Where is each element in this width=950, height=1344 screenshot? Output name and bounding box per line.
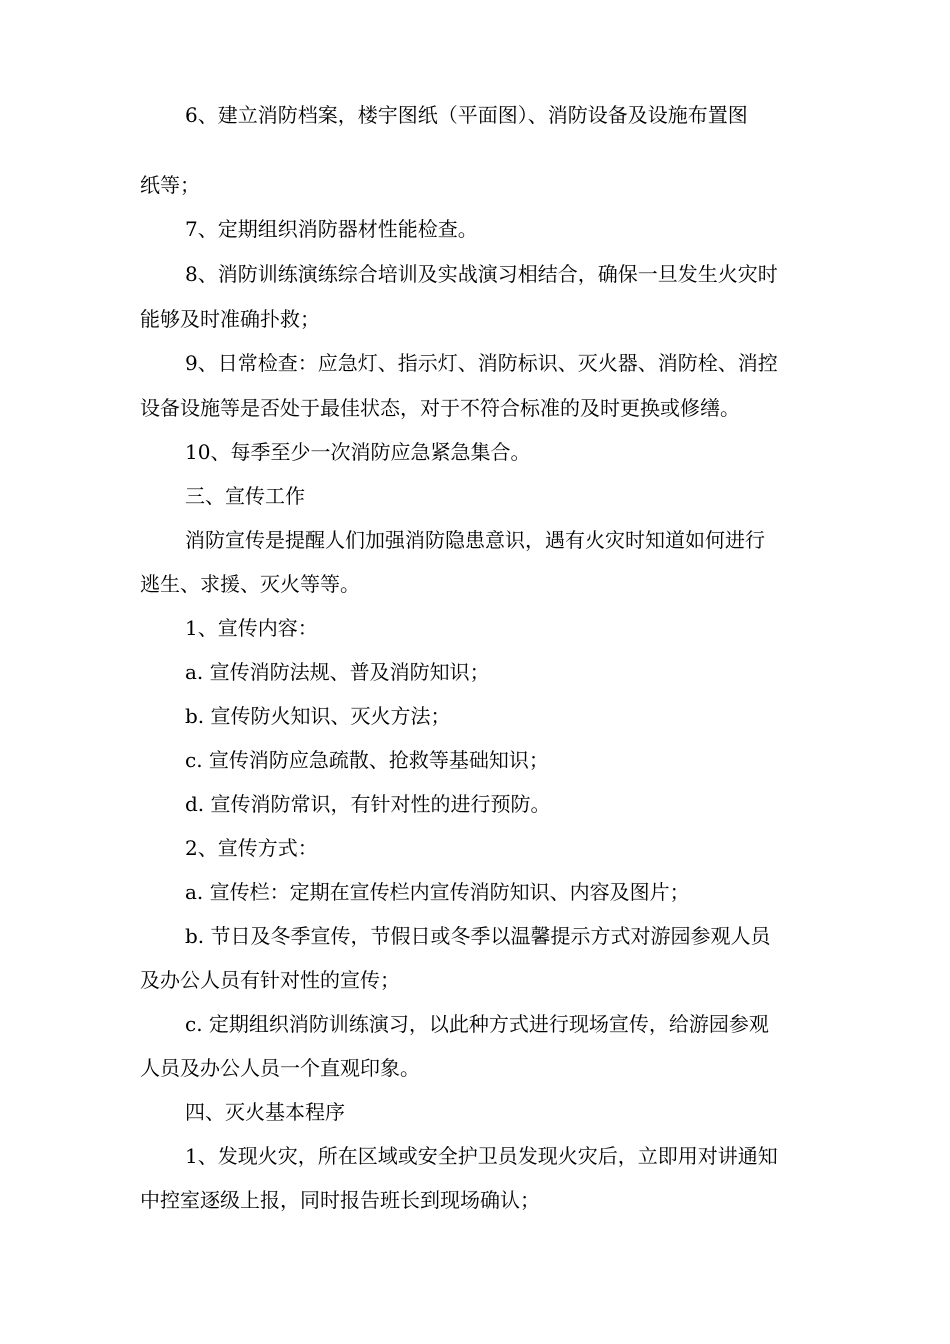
paragraph-line: 1、宣传内容： bbox=[185, 616, 318, 640]
paragraph-line: 及办公人员有针对性的宣传； bbox=[140, 968, 400, 992]
paragraph-line: 纸等； bbox=[140, 173, 200, 197]
paragraph-line: 9、日常检查：应急灯、指示灯、消防标识、灭火器、消防栓、消控 bbox=[185, 351, 778, 375]
list-item: c. 定期组织消防训练演习，以此种方式进行现场宣传，给游园参观 bbox=[185, 1012, 769, 1036]
paragraph-line: 人员及办公人员一个直观印象。 bbox=[140, 1056, 420, 1080]
paragraph-line: 1、发现火灾，所在区域或安全护卫员发现火灾后，立即用对讲通知 bbox=[185, 1144, 778, 1168]
paragraph-line: 8、消防训练演练综合培训及实战演习相结合，确保一旦发生火灾时 bbox=[185, 262, 778, 286]
section-heading: 三、宣传工作 bbox=[185, 484, 305, 508]
list-item: c. 宣传消防应急疏散、抢救等基础知识； bbox=[185, 748, 549, 772]
paragraph-line: 消防宣传是提醒人们加强消防隐患意识，遇有火灾时知道如何进行 bbox=[185, 528, 765, 552]
paragraph-line: 逃生、求援、灭火等等。 bbox=[140, 572, 360, 596]
list-item: d. 宣传消防常识，有针对性的进行预防。 bbox=[185, 792, 551, 816]
paragraph-line: 10、每季至少一次消防应急紧急集合。 bbox=[185, 440, 531, 464]
section-heading: 四、灭火基本程序 bbox=[185, 1100, 345, 1124]
paragraph-line: 6、建立消防档案，楼宇图纸（平面图）、消防设备及设施布置图 bbox=[185, 103, 748, 127]
list-item: a. 宣传消防法规、普及消防知识； bbox=[185, 660, 490, 684]
list-item: a. 宣传栏：定期在宣传栏内宣传消防知识、内容及图片； bbox=[185, 880, 690, 904]
paragraph-line: 中控室逐级上报，同时报告班长到现场确认； bbox=[140, 1188, 540, 1212]
paragraph-line: 7、定期组织消防器材性能检查。 bbox=[185, 217, 478, 241]
list-item: b. 宣传防火知识、灭火方法； bbox=[185, 704, 451, 728]
paragraph-line: 能够及时准确扑救； bbox=[140, 307, 320, 331]
paragraph-line: 设备设施等是否处于最佳状态，对于不符合标准的及时更换或修缮。 bbox=[140, 396, 740, 420]
list-item: b. 节日及冬季宣传，节假日或冬季以温馨提示方式对游园参观人员 bbox=[185, 924, 771, 948]
paragraph-line: 2、宣传方式： bbox=[185, 836, 318, 860]
